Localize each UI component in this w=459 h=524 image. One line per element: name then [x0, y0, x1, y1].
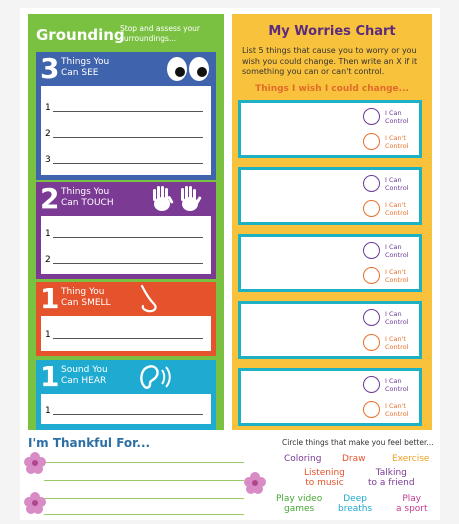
see-line-2[interactable]: 2 [45, 126, 203, 140]
flower-icon [24, 492, 46, 514]
touch-section [36, 182, 216, 279]
grounding-title: Grounding [36, 26, 125, 44]
thankful-line-2[interactable] [44, 480, 244, 481]
activity-play-video-games[interactable]: Play video games [276, 494, 323, 514]
thankful-line-4[interactable] [44, 514, 244, 515]
smell-section [36, 282, 216, 356]
see-number: 3 [40, 52, 60, 85]
touch-line-2[interactable]: 2 [45, 252, 203, 266]
circle-icon[interactable] [363, 267, 380, 284]
flower-icon [24, 452, 46, 474]
circle-icon[interactable] [363, 401, 380, 418]
circle-icon[interactable] [363, 334, 380, 351]
circle-icon[interactable] [363, 200, 380, 217]
nose-icon [136, 284, 162, 314]
grounding-subtitle: Stop and assess your surroundings... [120, 24, 201, 43]
hear-label: Sound You Can HEAR [61, 365, 108, 386]
activity-listening-to-music[interactable]: Listening to music [304, 468, 345, 488]
activity-deep-breaths[interactable]: Deep breaths [338, 494, 373, 514]
smell-number: 1 [40, 282, 60, 315]
circle-icon[interactable] [363, 309, 380, 326]
touch-number: 2 [40, 182, 60, 215]
hear-section [36, 360, 216, 430]
hands-icon [146, 184, 206, 214]
activity-play-a-sport[interactable]: Play a sport [396, 494, 428, 514]
worry-row[interactable]: I Can Control I Can't Control [238, 301, 422, 359]
see-label: Things You Can SEE [61, 57, 110, 78]
worries-description: List 5 things that cause you to worry or you wish you could change. Then write an X if it something you can or can't control. [242, 46, 418, 76]
see-line-3[interactable]: 3 [45, 152, 203, 166]
activity-talking-to-a-friend[interactable]: Talking to a friend [368, 468, 415, 488]
ear-icon [136, 362, 176, 392]
thankful-line-1[interactable] [44, 462, 244, 463]
circle-icon[interactable] [363, 376, 380, 393]
better-caption: Circle things that make you feel better... [282, 438, 434, 447]
activity-draw[interactable]: Draw [342, 454, 366, 464]
circle-icon[interactable] [363, 242, 380, 259]
circle-icon[interactable] [363, 108, 380, 125]
hear-number: 1 [40, 360, 60, 393]
smell-answer-box [41, 316, 211, 351]
worry-row[interactable]: I Can Control I Can't Control [238, 234, 422, 292]
touch-answer-box [41, 216, 211, 274]
activity-coloring[interactable]: Coloring [284, 454, 322, 464]
smell-line-1[interactable]: 1 [45, 327, 203, 341]
see-section [36, 52, 216, 180]
wish-label: Things I wish I could change... [255, 84, 409, 94]
grounding-panel [28, 14, 224, 430]
worry-row[interactable]: I Can Control I Can't Control [238, 167, 422, 225]
worries-panel [232, 14, 432, 430]
worries-title: My Worries Chart [268, 24, 396, 39]
circle-icon[interactable] [363, 175, 380, 192]
see-answer-box [41, 86, 211, 175]
smell-label: Thing You Can SMELL [61, 287, 111, 308]
worksheet [20, 8, 440, 520]
eyes-icon [166, 56, 210, 82]
worry-row[interactable]: I Can Control I Can't Control [238, 100, 422, 158]
touch-label: Things You Can TOUCH [61, 187, 114, 208]
circle-icon[interactable] [363, 133, 380, 150]
thankful-title: I'm Thankful For... [28, 436, 151, 450]
flower-icon [244, 472, 266, 494]
hear-answer-box [41, 394, 211, 424]
see-line-1[interactable]: 1 [45, 100, 203, 114]
touch-line-1[interactable]: 1 [45, 226, 203, 240]
thankful-line-3[interactable] [44, 498, 244, 499]
activity-exercise[interactable]: Exercise [392, 454, 430, 464]
hear-line-1[interactable]: 1 [45, 403, 203, 417]
worry-row[interactable]: I Can Control I Can't Control [238, 368, 422, 426]
